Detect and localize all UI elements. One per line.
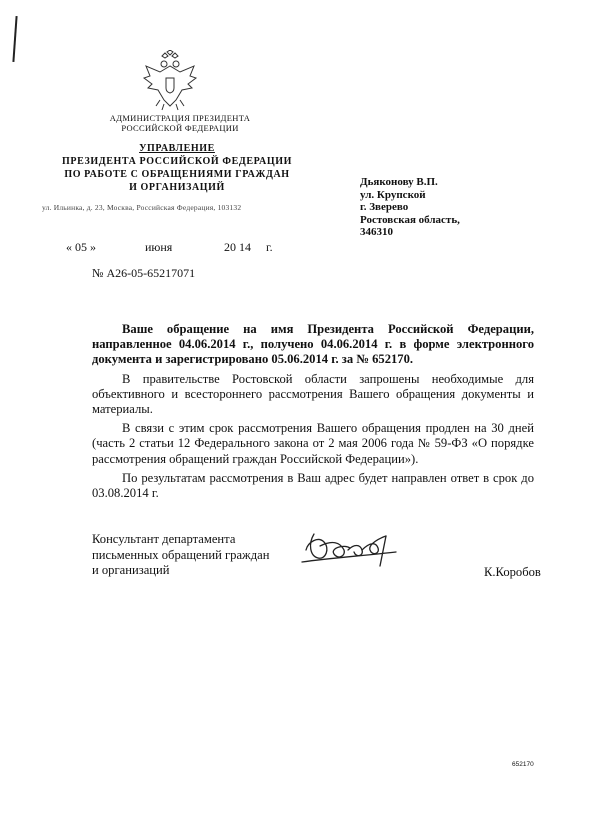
date-month: июня	[145, 240, 173, 254]
signatory-title-line-2: письменных обращений граждан	[92, 547, 270, 562]
paragraph-3: В связи с этим срок рассмотрения Вашего обращения продлен на 30 дней (часть 2 статьи 12 Федерального закона от 2 мая 2006 года № 59-ФЗ «О порядке рассмотрения обращений граждан Российской Федерации»).	[92, 421, 534, 466]
coat-of-arms-icon	[138, 50, 202, 114]
sender-address: ул. Ильинка, д. 23, Москва, Российская Федерация, 103132	[42, 203, 242, 212]
date-year: 20 14	[224, 240, 251, 254]
date-suffix: г.	[266, 240, 273, 254]
footer-document-code: 652170	[512, 761, 534, 768]
recipient-region: Ростовская область,	[360, 213, 460, 226]
dept-line-4: И ОРГАНИЗАЦИЙ	[129, 182, 225, 193]
letter-body	[92, 322, 534, 505]
admin-line-1: АДМИНИСТРАЦИЯ ПРЕЗИДЕНТА	[109, 113, 251, 123]
dept-line-3: ПО РАБОТЕ С ОБРАЩЕНИЯМИ ГРАЖДАН	[64, 169, 290, 180]
recipient-name: Дьяконову В.П.	[360, 176, 438, 188]
paragraph-1: Ваше обращение на имя Президента Российской Федерации, направленное 04.06.2014 г., получено 04.06.2014 г. в форме электронного документа и зарегистрировано 05.06.2014 г. за № 652170.	[92, 322, 534, 367]
administration-header	[60, 113, 300, 133]
paragraph-2: В правительстве Ростовской области запрошены необходимые для объективного и всестороннего рассмотрения Вашего обращения документы и материалы.	[92, 371, 534, 417]
department-header	[52, 142, 302, 194]
signatory-title	[92, 532, 270, 579]
handwritten-signature	[300, 522, 410, 576]
admin-line-2: РОССИЙСКОЙ ФЕДЕРАЦИИ	[121, 123, 239, 133]
date-day: « 05 »	[66, 240, 96, 254]
recipient-postcode: 346310	[360, 226, 393, 239]
signatory-title-line-3: и организаций	[92, 563, 170, 577]
signer-name: К.Коробов	[484, 565, 541, 579]
registration-number: № А26-05-65217071	[92, 266, 196, 280]
recipient-street: ул. Крупской	[360, 188, 426, 201]
paragraph-4: По результатам рассмотрения в Ваш адрес будет направлен ответ в срок до 03.08.2014 г.	[92, 470, 534, 501]
dept-line-2: ПРЕЗИДЕНТА РОССИЙСКОЙ ФЕДЕРАЦИИ	[62, 156, 292, 167]
recipient-block	[360, 176, 460, 239]
dept-title: УПРАВЛЕНИЕ	[139, 143, 215, 154]
signatory-title-line-1: Консультант департамента	[92, 532, 236, 546]
margin-mark	[12, 16, 17, 62]
recipient-city: г. Зверево	[360, 201, 409, 214]
